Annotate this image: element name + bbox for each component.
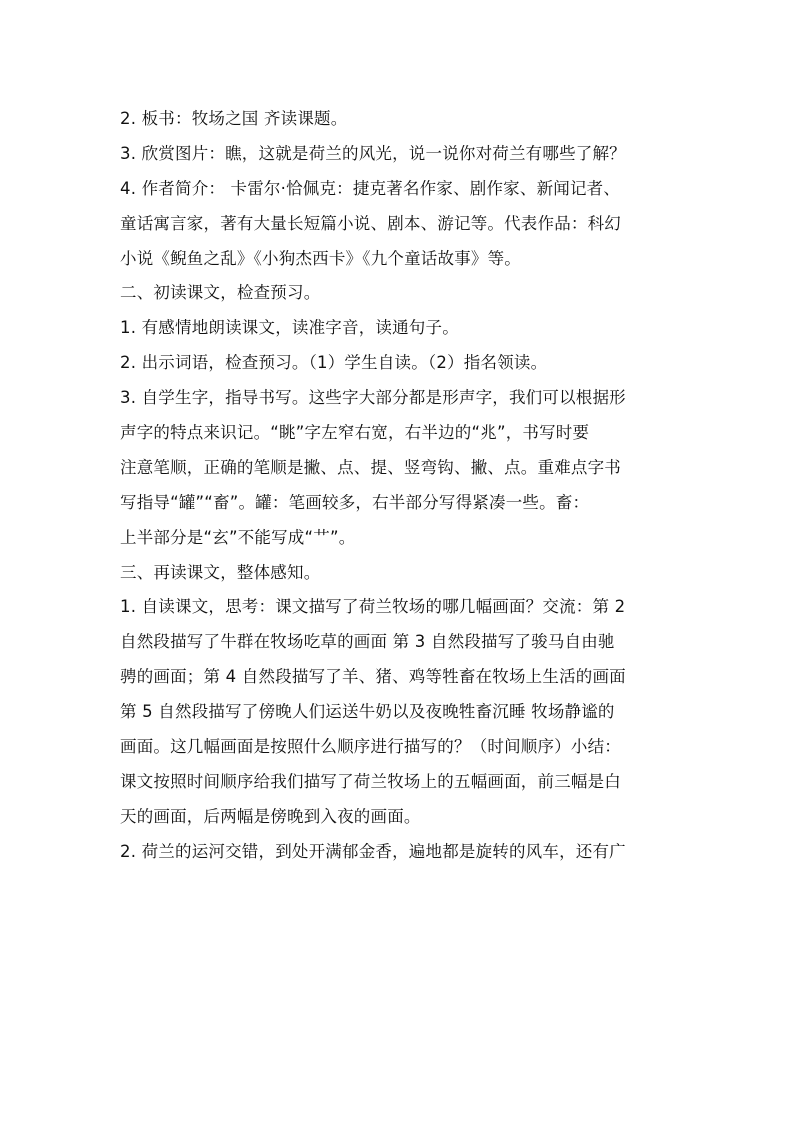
- line-self-study-cont-3: 写指导“罐”“畜”。罐：笔画较多，右半部分写得紧凑一些。畜：: [120, 492, 590, 512]
- line-author-intro-cont-1: 童话寓言家，著有大量长短篇小说、剧本、游记等。代表作品：科幻: [120, 213, 621, 233]
- line-appreciate-pictures: 3. 欣赏图片：瞧，这就是荷兰的风光，说一说你对荷兰有哪些了解？: [120, 143, 626, 163]
- line-board-writing: 2. 板书：牧场之国 齐读课题。: [120, 109, 348, 128]
- section-heading-first-reading: 二、初读课文，检查预习。: [120, 283, 321, 303]
- line-self-read-think: 1. 自读课文，思考：课文描写了荷兰牧场的哪几幅画面？交流：第 2: [120, 597, 626, 617]
- line-show-words: 2. 出示词语，检查预习。（1）学生自读。（2）指名领读。: [120, 353, 548, 373]
- line-author-intro: 4. 作者简介： 卡雷尔·恰佩克：捷克著名作家、剧作家、新闻记者、: [120, 178, 621, 198]
- line-self-study-characters: 3. 自学生字，指导书写。这些字大部分都是形声字，我们可以根据形: [120, 388, 626, 408]
- line-self-study-cont-4: 上半部分是“玄”不能写成“艹”。: [120, 527, 356, 547]
- line-self-read-cont-2: 骋的画面；第 4 自然段描写了羊、猪、鸡等牲畜在牧场上生活的画面: [120, 667, 626, 687]
- line-read-aloud: 1. 有感情地朗读课文，读准字音，读通句子。: [120, 318, 459, 338]
- section-heading-reread: 三、再读课文，整体感知。: [120, 562, 321, 582]
- line-self-study-cont-2: 注意笔顺，正确的笔顺是撇、点、提、竖弯钩、撇、点。重难点字书: [120, 457, 621, 477]
- document-body: [120, 102, 690, 870]
- line-self-read-cont-5: 课文按照时间顺序给我们描写了荷兰牧场上的五幅画面，前三幅是白: [120, 771, 621, 791]
- line-self-read-cont-6: 天的画面，后两幅是傍晚到入夜的画面。: [120, 806, 421, 826]
- line-self-read-cont-1: 自然段描写了牛群在牧场吃草的画面 第 3 自然段描写了骏马自由驰: [120, 632, 615, 652]
- line-self-read-cont-4: 画面。这几幅画面是按照什么顺序进行描写的？（时间顺序）小结：: [120, 737, 621, 757]
- line-holland-canals: 2. 荷兰的运河交错，到处开满郁金香，遍地都是旋转的风车，还有广: [120, 841, 626, 861]
- line-author-intro-cont-2: 小说《鲵鱼之乱》《小狗杰西卡》《九个童话故事》等。: [120, 248, 521, 268]
- line-self-read-cont-3: 第 5 自然段描写了傍晚人们运送牛奶以及夜晚牲畜沉睡 牧场静谧的: [120, 702, 615, 722]
- line-self-study-cont-1: 声字的特点来识记。“眺”字左窄右宽，右半边的“兆”，书写时要: [120, 423, 590, 443]
